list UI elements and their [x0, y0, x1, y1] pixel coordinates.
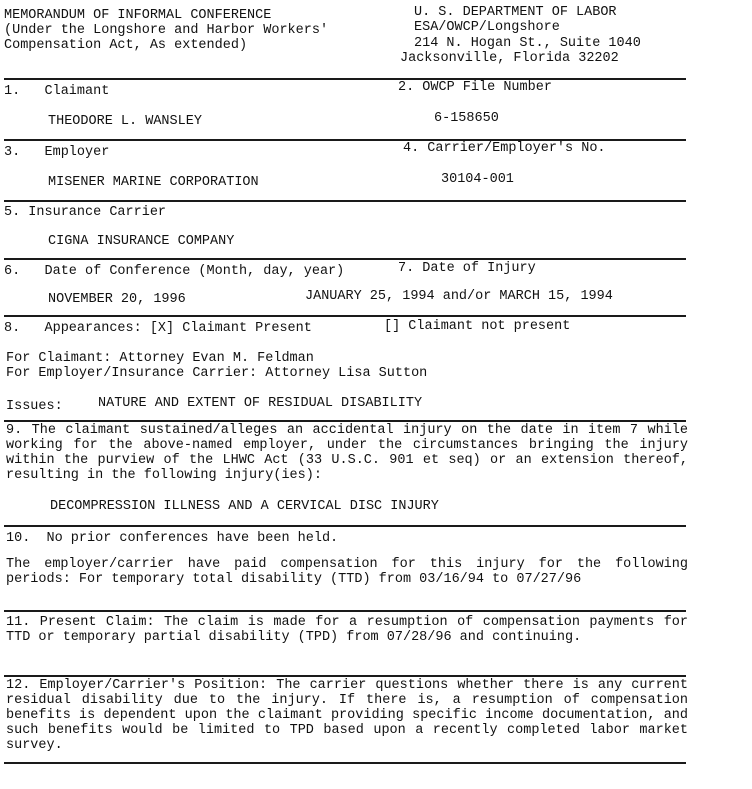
- issues-value: NATURE AND EXTENT OF RESIDUAL DISABILITY: [98, 396, 423, 411]
- divider: [4, 675, 686, 677]
- section-10-text: 10. No prior conferences have been held.: [6, 531, 339, 546]
- divider: [4, 258, 686, 260]
- employer-attorney: For Employer/Insurance Carrier: Attorney Lisa Sutton: [6, 366, 428, 381]
- divider: [4, 762, 686, 764]
- owcp-value: 6-158650: [434, 111, 499, 126]
- memo-title: MEMORANDUM OF INFORMAL CONFERENCE: [4, 8, 272, 23]
- divider: [4, 315, 686, 317]
- issues-label: Issues:: [6, 399, 63, 414]
- injury-date-value: JANUARY 25, 1994 and/or MARCH 15, 1994: [305, 289, 613, 304]
- memo-subtitle-1: (Under the Longshore and Harbor Workers': [4, 23, 329, 38]
- compensation-paid-text: The employer/carrier have paid compensation for this injury for the following periods: For temporary total disability (TTD) from 03/16/94 to 07/27/96: [6, 557, 688, 587]
- agency-street: 214 N. Hogan St., Suite 1040: [414, 36, 641, 51]
- agency-division: ESA/OWCP/Longshore: [414, 20, 560, 35]
- divider: [4, 200, 686, 202]
- insurance-value: CIGNA INSURANCE COMPANY: [48, 234, 235, 249]
- carrier-no-label: 4. Carrier/Employer's No.: [403, 141, 606, 156]
- section-12-text: 12. Employer/Carrier's Position: The carrier questions whether there is any current residual disability due to the injury. If there is, a resumption of compensation benefits is dependent upon the claimant providing specific income documentation, and such benefits would be limited to TPD based upon a recently completed labor market survey.: [6, 678, 688, 753]
- employer-label: 3. Employer: [4, 145, 110, 160]
- carrier-no-value: 30104-001: [441, 172, 514, 187]
- memo-subtitle-2: Compensation Act, As extended): [4, 38, 248, 53]
- employer-value: MISENER MARINE CORPORATION: [48, 175, 259, 190]
- claimant-value: THEODORE L. WANSLEY: [48, 114, 202, 129]
- divider: [4, 78, 686, 80]
- appearances-label: 8. Appearances: [X] Claimant Present: [4, 321, 312, 336]
- agency-city: Jacksonville, Florida 32202: [400, 51, 619, 66]
- divider: [4, 420, 686, 422]
- claimant-attorney: For Claimant: Attorney Evan M. Feldman: [6, 351, 314, 366]
- insurance-label: 5. Insurance Carrier: [4, 205, 167, 220]
- section-11-text: 11. Present Claim: The claim is made for a resumption of compensation payments for TTD or temporary partial disability (TPD) from 07/28/96 and continuing.: [6, 615, 688, 645]
- owcp-label: 2. OWCP File Number: [398, 80, 552, 95]
- divider: [4, 525, 686, 527]
- injury-date-label: 7. Date of Injury: [398, 261, 536, 276]
- conference-date-label: 6. Date of Conference (Month, day, year): [4, 264, 345, 279]
- section-9-text: 9. The claimant sustained/alleges an accidental injury on the date in item 7 while working for the above-named employer, under the circumstances bringing the injury within the purview of the LHWC Act (33 U.S.C. 901 et seq) or an extension thereof, resulting in the following injury(ies):: [6, 423, 688, 483]
- claimant-label: 1. Claimant: [4, 84, 110, 99]
- injury-description: DECOMPRESSION ILLNESS AND A CERVICAL DISC INJURY: [50, 499, 439, 514]
- divider: [4, 610, 686, 612]
- agency-name: U. S. DEPARTMENT OF LABOR: [414, 5, 617, 20]
- conference-date-value: NOVEMBER 20, 1996: [48, 292, 186, 307]
- claimant-not-present-label: [] Claimant not present: [384, 319, 571, 334]
